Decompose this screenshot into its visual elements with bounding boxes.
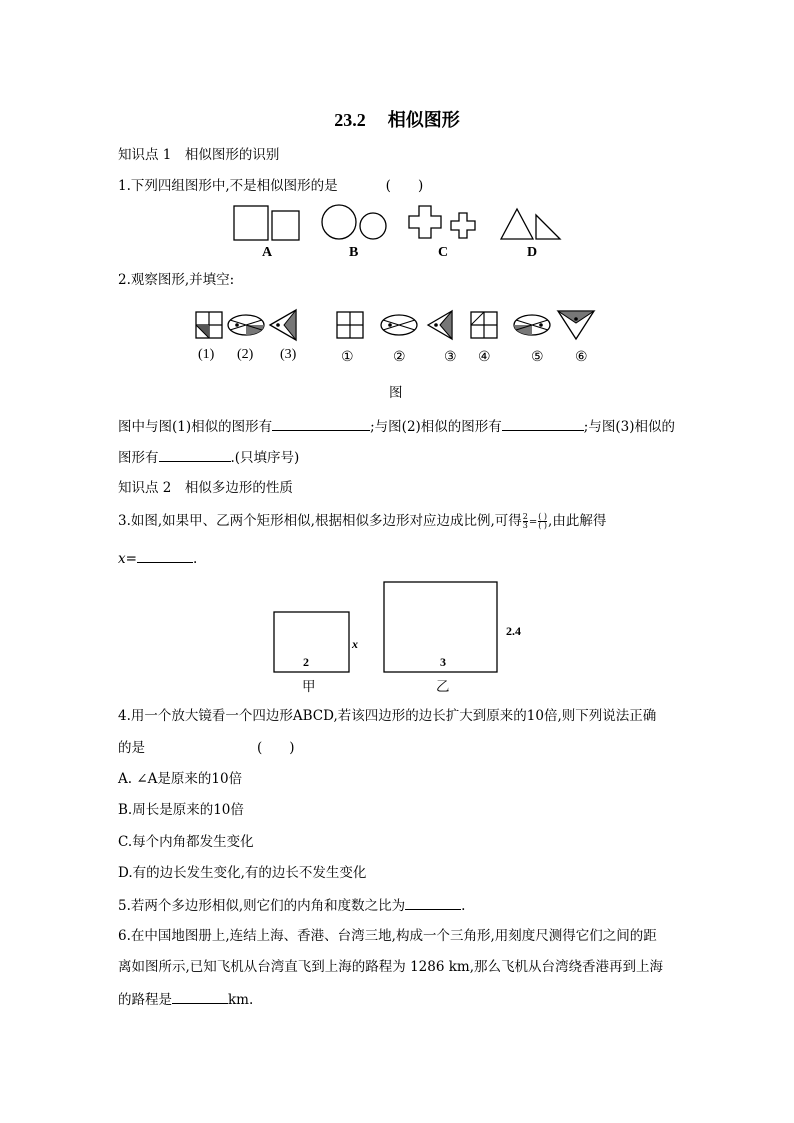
q1-text: 1.下列四组图形中,不是相似图形的是 ( ) bbox=[118, 178, 424, 194]
q3-blank-x[interactable] bbox=[137, 548, 193, 563]
q2-figure-caption: 图 bbox=[389, 385, 403, 401]
q1-label-c: C bbox=[438, 245, 449, 260]
q1-label-a: A bbox=[262, 245, 273, 260]
knowledge-point-1: 知识点 1 相似图形的识别 bbox=[118, 147, 280, 163]
fig-circled-1 bbox=[337, 312, 363, 338]
q6-line-3: 的路程是 km. bbox=[118, 989, 253, 1009]
rect-yi-bottom-label: 3 bbox=[440, 655, 446, 669]
cross-small bbox=[451, 213, 475, 238]
fig-2 bbox=[228, 315, 264, 335]
q2-blank-1[interactable] bbox=[272, 416, 370, 431]
triangle-right bbox=[536, 215, 560, 239]
q4-option-c[interactable]: C.每个内角都发生变化 bbox=[118, 834, 254, 850]
rect-yi-side-label: 2.4 bbox=[506, 624, 521, 638]
square-small bbox=[272, 211, 299, 240]
q4-line-1: 4.用一个放大镜看一个四边形ABCD,若该四边形的边长扩大到原来的10倍,则下列说法正确 bbox=[118, 708, 657, 724]
q2-label-3: (3) bbox=[280, 347, 297, 362]
fig-circled-6 bbox=[558, 311, 594, 339]
rect-yi-name: 乙 bbox=[436, 679, 450, 695]
q5-blank[interactable] bbox=[405, 895, 461, 910]
page-title: 23.2 相似图形 bbox=[334, 110, 460, 131]
q2-label-c1: ① bbox=[341, 350, 354, 365]
q6-line-1: 6.在中国地图册上,连结上海、香港、台湾三地,构成一个三角形,用刻度尺测得它们之间的距 bbox=[118, 928, 657, 944]
q1-answer-paren: ( ) bbox=[385, 178, 424, 194]
q1-label-d: D bbox=[527, 245, 538, 260]
fig-1 bbox=[196, 312, 222, 338]
q3-text: 3.如图,如果甲、乙两个矩形相似,根据相似多边形对应边成比例,可得 $\frac{2}{3}$ = $\frac{( )}{( )}$ ,由此解得 bbox=[118, 512, 607, 530]
q2-blank-3[interactable] bbox=[159, 447, 231, 462]
q2-label-2: (2) bbox=[237, 347, 254, 362]
triangle-equilateral bbox=[501, 209, 533, 239]
fig-circled-4 bbox=[471, 312, 497, 338]
q3-fraction-left: $\frac{2}{3}$ bbox=[522, 512, 528, 530]
q2-label-c4: ④ bbox=[478, 350, 491, 365]
q2-figures bbox=[190, 306, 610, 344]
q2-text: 2.观察图形,并填空: bbox=[118, 272, 235, 288]
q2-label-c5: ⑤ bbox=[531, 350, 544, 365]
rect-jia-side-label: x bbox=[352, 637, 358, 651]
fig-circled-3 bbox=[428, 311, 452, 339]
q3-answer-line: x= . bbox=[118, 548, 197, 568]
q4-option-d[interactable]: D.有的边长发生变化,有的边长不发生变化 bbox=[118, 865, 367, 881]
circle-large bbox=[322, 205, 356, 239]
fig-circled-5 bbox=[514, 315, 550, 335]
q2-fill-line-2: 图形有 .(只填序号) bbox=[118, 447, 299, 467]
q2-blank-2[interactable] bbox=[502, 416, 584, 431]
q4-option-a[interactable]: A. ∠A是原来的10倍 bbox=[118, 771, 243, 787]
cross-large bbox=[409, 206, 441, 238]
square-large bbox=[234, 206, 268, 240]
q4-option-b[interactable]: B.周长是原来的10倍 bbox=[118, 802, 244, 818]
q4-line-2: 的是 ( ) bbox=[118, 740, 295, 756]
knowledge-point-2: 知识点 2 相似多边形的性质 bbox=[118, 480, 293, 496]
rect-jia-name: 甲 bbox=[302, 679, 316, 695]
q2-fill-line-1: 图中与图(1)相似的图形有 ;与图(2)相似的图形有 ;与图(3)相似的 bbox=[118, 416, 675, 436]
q6-line-2: 离如图所示,已知飞机从台湾直飞到上海的路程为 1286 km,那么飞机从台湾绕香港再到上海 bbox=[118, 959, 664, 975]
q2-label-c6: ⑥ bbox=[575, 350, 588, 365]
q1-figures bbox=[225, 200, 570, 248]
q2-label-c2: ② bbox=[393, 350, 406, 365]
q2-label-1: (1) bbox=[198, 347, 215, 362]
q4-answer-paren: ( ) bbox=[257, 740, 295, 756]
rect-jia-bottom-label: 2 bbox=[303, 655, 309, 669]
fig-3 bbox=[270, 310, 296, 340]
rect-jia bbox=[274, 612, 349, 672]
q6-blank[interactable] bbox=[172, 989, 228, 1004]
q2-label-c3: ③ bbox=[444, 350, 457, 365]
q1-label-b: B bbox=[349, 245, 359, 260]
q3-fraction-right[interactable]: $\frac{( )}{( )}$ bbox=[538, 512, 548, 530]
fig-circled-2 bbox=[381, 315, 417, 335]
q5-text: 5.若两个多边形相似,则它们的内角和度数之比为 . bbox=[118, 895, 465, 915]
circle-small bbox=[360, 213, 386, 239]
